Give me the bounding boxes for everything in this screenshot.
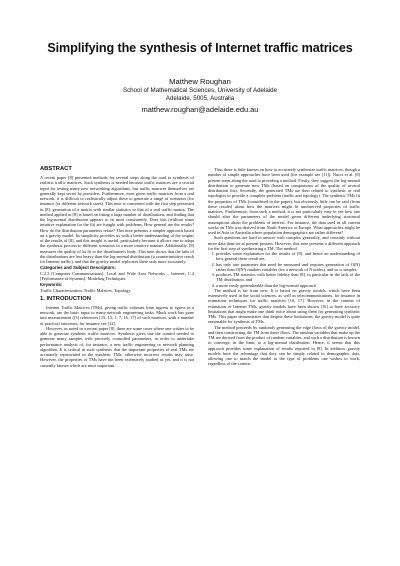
categories-text: C.2.3 [Computer Communications]: Local and Wide Area Networks – Internet; C.4 [Performance of Systems]: Modeling Techniques. [40,270,194,281]
left-column [40,166,194,538]
author-name: Matthew Roughan [169,77,231,86]
body-paragraph: Thus there is little known on how to accurately synthesize traffic matrices, though a number of simple approaches have been used (for example see [11]). Nucci et al. [8] present steps along the road to providing a method. Firstly, they suggest the log-normal distribution to generate new TMs (based on comparisons of the quality of several distribution fits). Secondly, the generated TMs are then related to synthetic or real topologies to provide a complete problem (traffic and topology). The synthetic TMs fit the properties of TMs (considered in the paper), but obviously little can be said (from these results) about how the matrices might fit unobserved properties of traffic matrices. Furthermore, from such a method, it is not particularly easy to see how one should alter the parameters of the model given different underlying structural assumptions about the problems of interest. For instance, the data used in all current works on TMs was derived from North America or Europe. What approaches might be used in Asia or Australia where population demographics are rather different? [208,167,360,235]
keywords-text: Traffic Characterization, Traffic Matrices, Topology. [40,287,132,293]
author-affiliation-line1: School of Mathematical Sciences, University of Adelaide [122,87,278,94]
right-column [208,167,360,539]
author-affiliation-line2: Adelaide, 5005, Australia [165,95,235,102]
method-properties-list [208,251,360,288]
body-paragraph: The method proceeds by randomly generating the edge flows of the gravity model, and then constructing the TM from these flows. The random variables that make up the TM are derived from the product of random variables, and such a distribution is known to converge, in the limit, to a log-normal distribution. Hence, it seems that this approach provides some explanation of results reported in [8]. In addition, gravity models have the advantage that they can be simply related to demographic data, allowing one to match the model to the type of problems one wishes to work, regardless of the context. [208,324,360,367]
introduction-paragraph: However, as noted in a recent paper [8], there are some cases where one wishes to be able to generate synthetic traffic matrices. Synthesis gives one the control needed to generate many samples with precisely controlled parameters, in order to undertake performance analysis of, for instance, a new traffic engineering or network planning algorithm. It is critical in such synthesis that the important properties of real TMs are accurately represented in the synthetic TMs, otherwise incorrect results may arise. However, the properties of TMs have not been extensively studied as yet, and it is not currently known which are most important. [40,325,194,368]
author-email: matthew.roughan@adelaide.edu.au [141,105,259,114]
introduction-paragraph: Internet Traffic Matrices (TMs), giving traffic volumes from ingress to egress in a network, are the basic input to many network engineering tasks. Much work has gone into measurement ([3] references [15, 13, 1, 7, 16, 17] of such matrices, with a number of practical outcomes, for instance see [12]. [40,304,194,326]
body-paragraph: Such questions are hard to answer with complex generality, and certainly without more data than we at present possess. However, this note presents a different approach for the first step of synthesizing a TM. The method [208,235,360,251]
body-paragraph: The method is far from new. It is based on gravity models, which have been extensively used in the social sciences, as well as telecommunications, for instance in estimation techniques for traffic matrices [16, 17]. However, in the context of estimation of Internet TMs, gravity models have been shown [16] to have accuracy limitations that might make one think twice about using them for generating synthetic TMs. This paper demonstrates that despite these limitations, the gravity model is quite reasonable for synthesis of TMs. [208,287,360,325]
list-item: 3. produces TM statistics with better fidelity than [8], in particular in the tails of the TM distribution, and [216,272,360,283]
abstract-text: A recent paper [8] presented methods for several steps along the road to synthesis of realistic traffic matrices. Such synthesis is needed because traffic matrices are a crucial input for testing many new networking algorithms, but traffic matrices themselves are generally kept secret by providers. Furthermore, even given traffic matrices from a real network, it is difficult to realistically adjust these to generate a range of scenarios (for instance for different network sizes). This note is concerned with the first step presented in [8]: generation of a matrix with similar statistics to that of a real traffic matrix. The method applied in [8] is based on fitting a large number of distributions, and finding that the log-normal distribution appears to fit most consistently. Does this (without some intuitive explanation for the fit) are fraught with problems. How general are the results? How do the distribution parameters relate? This note presents a simpler approach based on a gravity model. Its simplicity provides us with a better understanding of the origins of the results of [8], and this insight is useful, particularly because it allows one to adapt the synthesis process to different scenarios in a more intuitive manner. Additionally, [8] measures the quality of its fit to the distribution's body. This note shows that the tails of the distributions are less heavy than the log-normal distribution (a counterintuitive result for Internet traffic), and that the gravity model replicates these tails more accurately. [40,175,194,264]
list-item: 4. a more easily generalizable than the log-normal approach. [216,283,360,288]
categories-heading: Categories and Subject Descriptors: [40,265,116,271]
list-item: 1. provides some explanation for the results of [8], and hence an understanding of how general these result are, [216,251,360,262]
paper-title: Simplifying the synthesis of Internet traffic matrices [47,41,353,55]
list-item: 2. has only one parameter that need be measured and requires generation of O(N) rather than O(N²) random variables (for a network of N nodes), and so is simpler, [216,262,360,273]
introduction-heading: 1. INTRODUCTION [40,295,91,302]
keywords-heading: Keywords: [40,282,63,288]
abstract-heading: ABSTRACT [40,166,72,172]
